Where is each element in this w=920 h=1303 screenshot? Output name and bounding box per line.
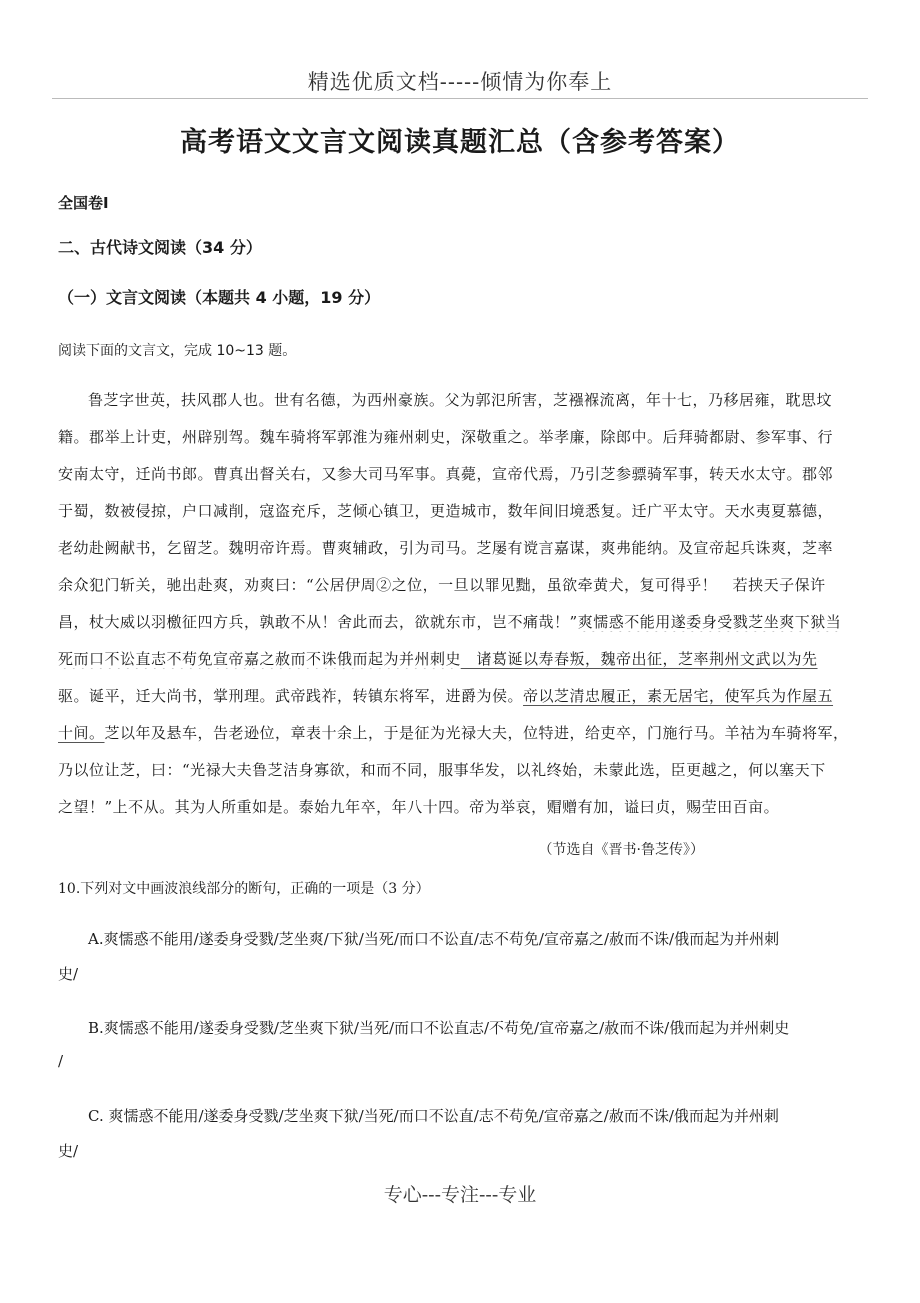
option-b-wrap: /: [58, 1052, 64, 1070]
underlined-text: 十间。: [58, 724, 105, 742]
exam-label: 全国卷Ⅰ: [58, 194, 109, 212]
option-a-wrap: 史/: [58, 965, 79, 983]
option-b: B.爽懦惑不能用/遂委身受戮/芝坐爽下狱/当死/而口不讼直志/不苟免/宣帝嘉之/赦而不诛/俄而起为并州刺史: [88, 1019, 790, 1037]
section-heading: 二、古代诗文阅读（34 分）: [58, 238, 262, 257]
passage-line: 安南太守，迁尚书郎。曹真出督关右，又参大司马军事。真薨，宣帝代焉，乃引芝参骠骑军事，转天水太守。郡邻: [58, 465, 834, 483]
page-footer: 专心---专注---专业: [383, 1184, 537, 1206]
document-title: 高考语文文言文阅读真题汇总（含参考答案）: [180, 127, 740, 158]
page-header: 精选优质文档-----倾情为你奉上: [307, 70, 613, 94]
passage-line: 余众犯门斩关，驰出赴爽，劝爽曰：“公居伊周②之位，一旦以罪见黜，虽欲牵黄犬，复可得乎！ 若挟天子保许: [58, 576, 826, 594]
wavy-underlined-text: 死而口不讼直志不苟免宣帝嘉之赦而不诛俄而起为并州刺史: [58, 650, 462, 668]
option-c-wrap: 史/: [58, 1142, 79, 1160]
passage-line: [58, 685, 864, 706]
passage-line: 于蜀，数被侵掠，户口减削，寇盗充斥，芝倾心镇卫，更造城市，数年间旧境悉复。迁广平太守。天水夷夏慕德，: [58, 502, 834, 520]
passage-text: 昌，杖大威以羽檄征四方兵，孰敢不从！舍此而去，欲就东市，岂不痛哉！”: [58, 613, 578, 631]
subsection-heading: （一）文言文阅读（本题共 4 小题，19 分）: [58, 288, 381, 307]
passage-line: [58, 611, 864, 632]
wavy-underlined-text: 爽懦惑不能用遂委身受戮芝坐爽下狱当: [577, 613, 842, 631]
option-a: A.爽懦惑不能用/遂委身受戮/芝坐爽/下狱/当死/而口不讼直/志不苟免/宣帝嘉之/赦而不诛/俄而起为并州刺: [88, 930, 780, 948]
question-10: 10.下列对文中画波浪线部分的断句，正确的一项是（3 分）: [58, 881, 430, 897]
passage-line: [58, 648, 864, 669]
reading-instruction: 阅读下面的文言文，完成 10~13 题。: [58, 343, 297, 359]
underlined-text: 帝以芝清忠履正，素无居宅，使军兵为作屋五: [523, 687, 834, 705]
passage-source: （节选自《晋书·鲁芝传》）: [538, 842, 704, 858]
passage-line: [58, 722, 864, 743]
passage-line: 乃以位让芝，曰：“光禄大夫鲁芝洁身寡欲，和而不同，服事华发，以礼终始，未蒙此选，臣更越之，何以塞天下: [58, 761, 826, 779]
passage-line: 籍。郡举上计吏，州辟别驾。魏车骑将军郭淮为雍州刺史，深敬重之。举孝廉，除郎中。后拜骑都尉、参军事、行: [58, 428, 834, 446]
passage-line: 之望！”上不从。其为人所重如是。泰始九年卒，年八十四。帝为举哀，赗赠有加，谥曰贞，赐茔田百亩。: [58, 798, 780, 816]
header-divider: [52, 98, 868, 99]
passage-text: 芝以年及悬车，告老逊位，章表十余上，于是征为光禄大夫，位特进，给吏卒，门施行马。羊祜为车骑将军，: [104, 724, 849, 742]
passage-text: 诸葛诞以寿春叛，魏帝出征，芝率荆州文武以为先: [461, 650, 818, 668]
passage-line: 鲁芝字世英，扶风郡人也。世有名德，为西州豪族。父为郭氾所害，芝襁褓流离，年十七，乃移居雍，耽思坟: [88, 391, 833, 409]
passage-line: 老幼赴阙献书，乞留芝。魏明帝许焉。曹爽辅政，引为司马。芝屡有谠言嘉谋，爽弗能纳。及宣帝起兵诛爽，芝率: [58, 539, 834, 557]
passage-text: 驱。诞平，迁大尚书，掌刑理。武帝践祚，转镇东将军，进爵为侯。: [58, 687, 524, 705]
option-c: C. 爽懦惑不能用/遂委身受戮/芝坐爽下狱/当死/而口不讼直/志不苟免/宣帝嘉之/赦而不诛/俄而起为并州刺: [88, 1107, 779, 1125]
